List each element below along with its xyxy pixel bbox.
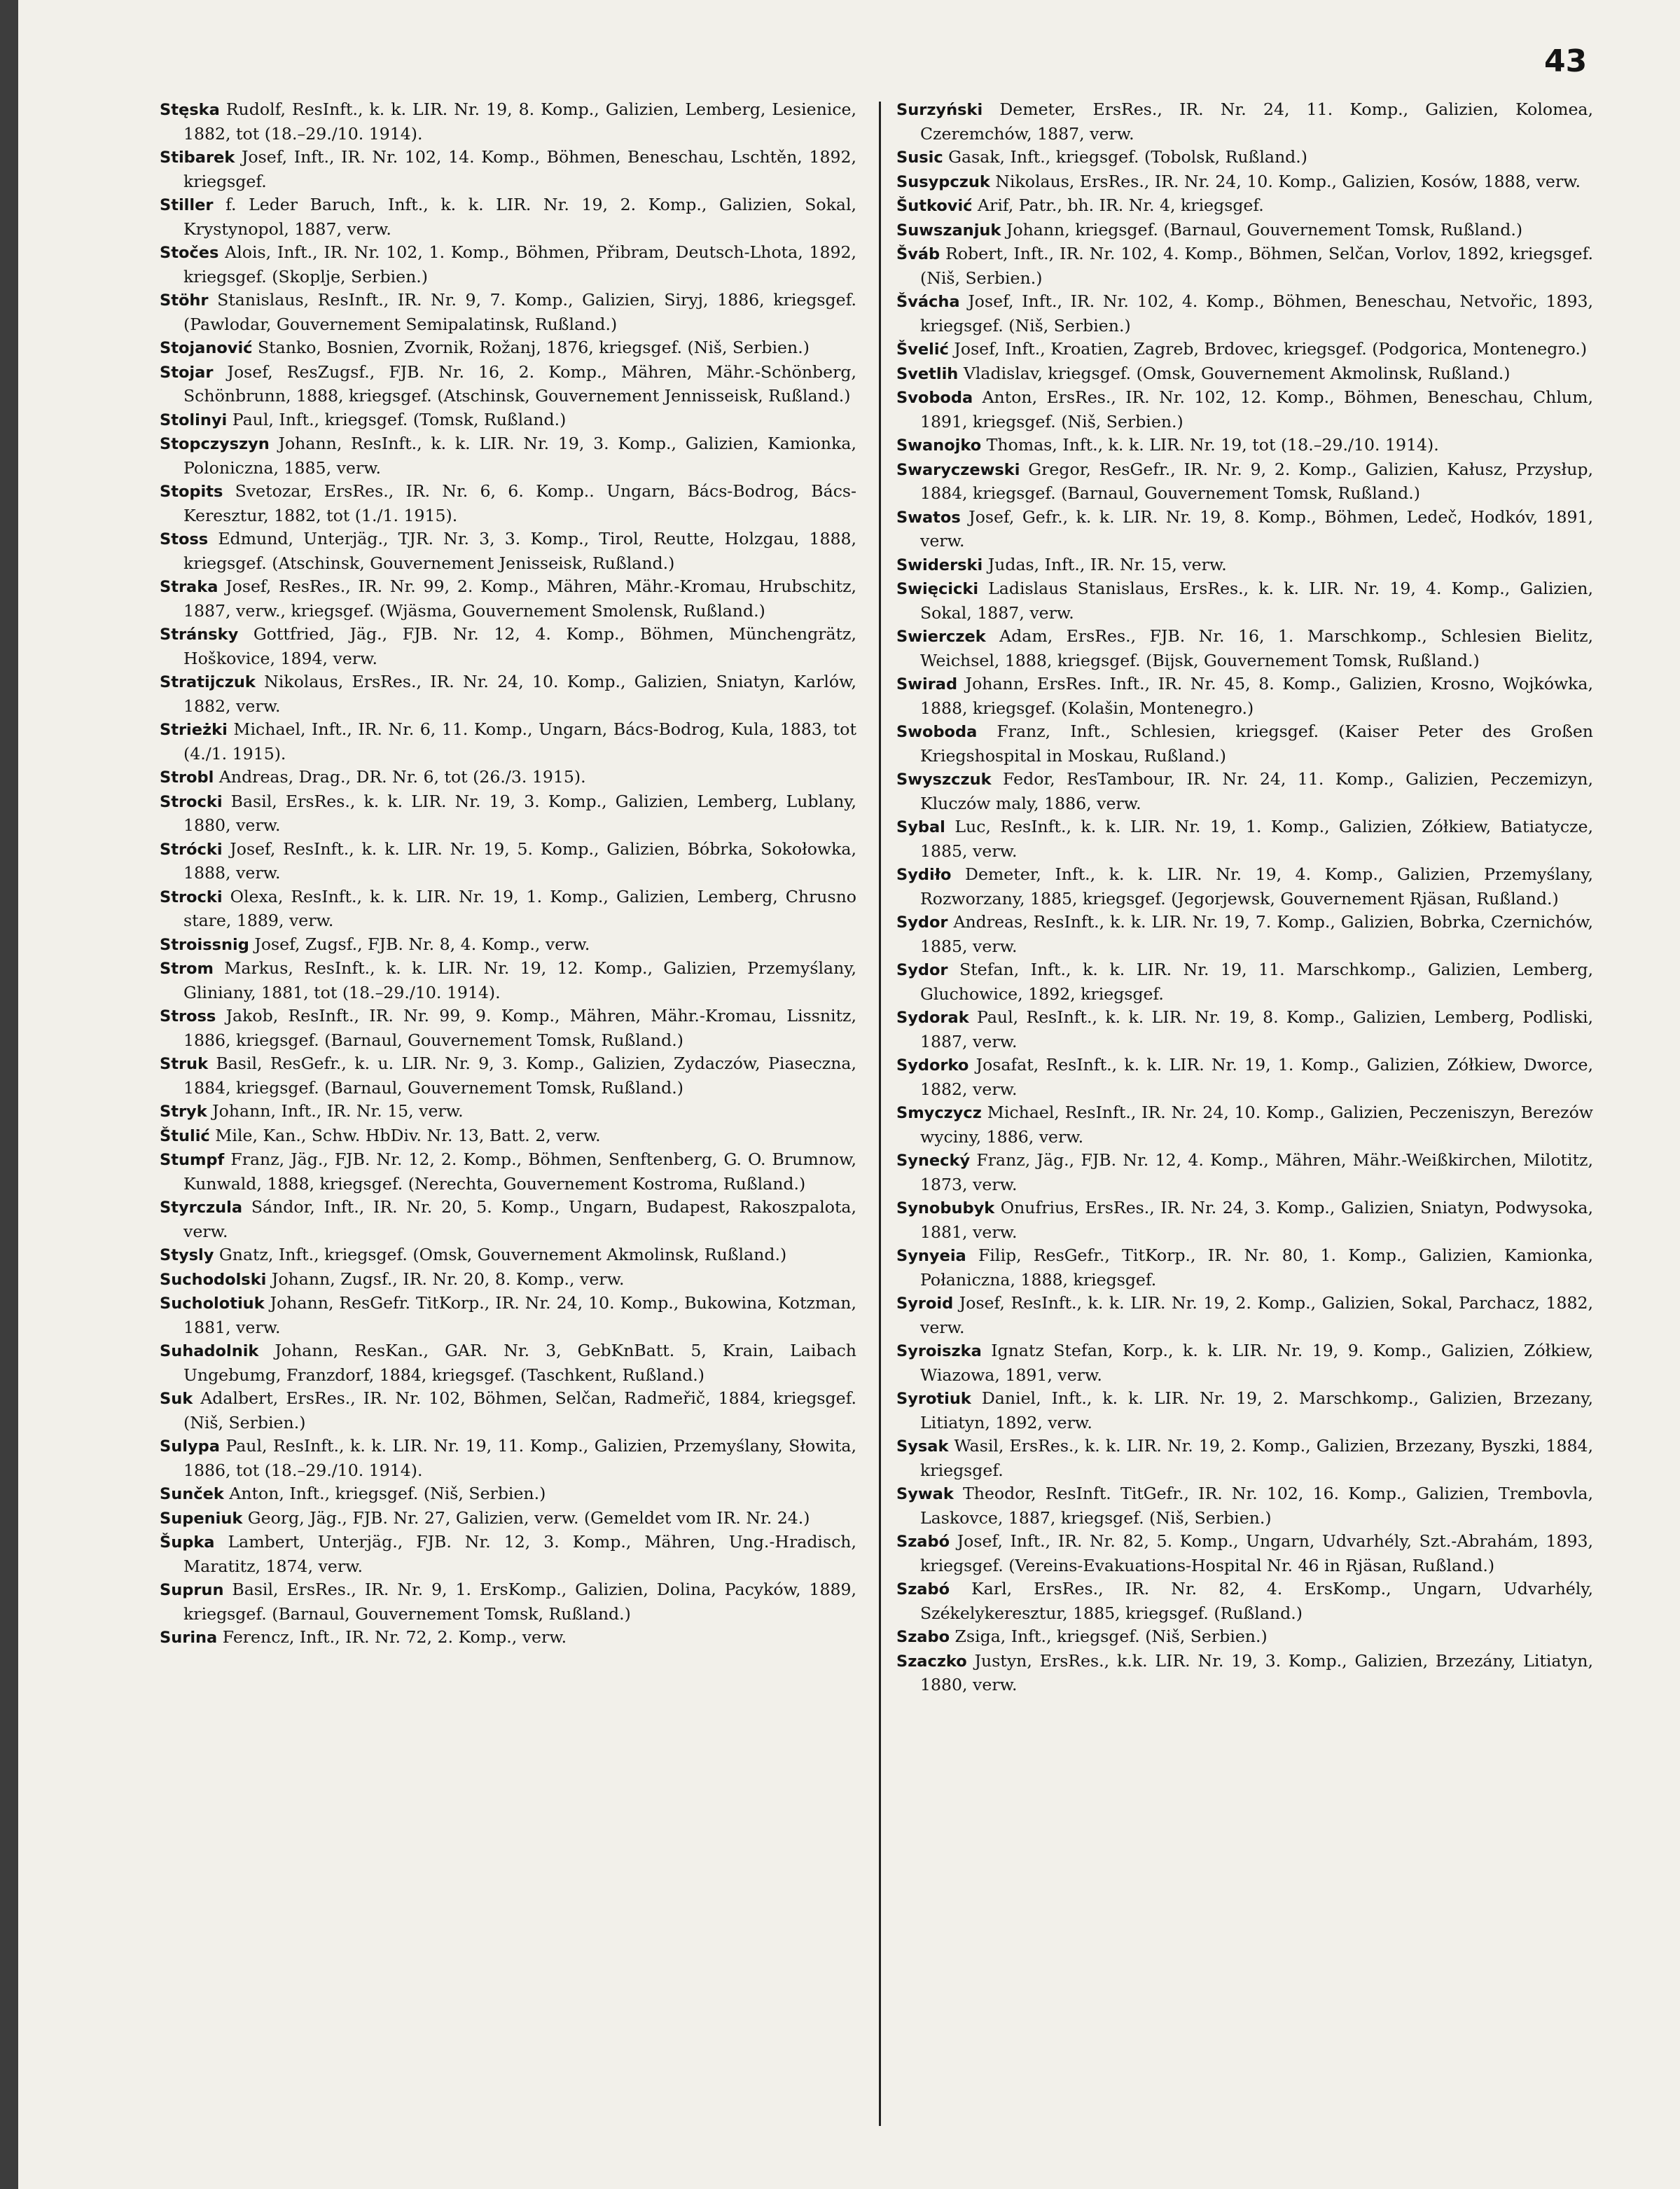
- entry-details: Arif, Patr., bh. IR. Nr. 4, kriegsgef.: [972, 195, 1264, 215]
- entry-details: Anton, ErsRes., IR. Nr. 102, 12. Komp., Böhmen, Beneschau, Chlum, 1891, kriegsgef. (Niš, Serbien.): [920, 387, 1593, 431]
- register-entry: [896, 219, 1593, 243]
- entry-details: Josef, Inft., IR. Nr. 82, 5. Komp., Ungarn, Udvarhély, Szt.-Abrahám, 1893, kriegsgef. (Vereins-Evakuations-Hospital Nr. 46 in Rjäsan, Rußland.): [920, 1531, 1593, 1575]
- register-entry: [896, 815, 1593, 863]
- entry-details: Johann, ErsRes. Inft., IR. Nr. 45, 8. Komp., Galizien, Krosno, Wojkówka, 1888, kriegsgef. (Kolašin, Montenegro.): [920, 674, 1593, 718]
- entry-surname: Strócki: [160, 840, 223, 859]
- entry-surname: Surina: [160, 1629, 218, 1647]
- register-entry: [160, 1626, 856, 1650]
- entry-surname: Stolinyi: [160, 410, 228, 429]
- entry-details: Gottfried, Jäg., FJB. Nr. 12, 4. Komp., Böhmen, Münchengrätz, Hoškovice, 1894, verw.: [183, 624, 856, 668]
- entry-details: Nikolaus, ErsRes., IR. Nr. 24, 10. Komp., Galizien, Sniatyn, Karlów, 1882, verw.: [183, 672, 856, 716]
- register-entry: [896, 506, 1593, 553]
- register-entry: [160, 1148, 856, 1196]
- entry-details: Rudolf, ResInft., k. k. LIR. Nr. 19, 8. Komp., Galizien, Lemberg, Lesienice, 1882, tot (18.–29./10. 1914).: [183, 99, 856, 144]
- register-entry: [160, 575, 856, 623]
- entry-details: Adam, ErsRes., FJB. Nr. 16, 1. Marschkomp., Schlesien Bielitz, Weichsel, 1888, kriegsgef. (Bijsk, Gouvernement Tomsk, Rußland.): [920, 626, 1593, 670]
- entry-details: Gregor, ResGefr., IR. Nr. 9, 2. Komp., Galizien, Kałusz, Przysłup, 1884, kriegsgef. (Barnaul, Gouvernement Tomsk, Rußland.): [920, 459, 1593, 503]
- entry-details: Lambert, Unterjäg., FJB. Nr. 12, 3. Komp., Mähren, Ung.-Hradisch, Maratitz, 1874, verw.: [183, 1532, 856, 1576]
- entry-details: Jakob, ResInft., IR. Nr. 99, 9. Komp., Mähren, Mähr.-Kromau, Lissnitz, 1886, kriegsgef. (Barnaul, Gouvernement Tomsk, Rußland.): [183, 1006, 856, 1050]
- register-entry: [896, 1482, 1593, 1530]
- entry-surname: Stočes: [160, 244, 219, 262]
- entry-details: Adalbert, ErsRes., IR. Nr. 102, Böhmen, Selčan, Radmeřič, 1884, kriegsgef. (Niš, Serbien.): [183, 1388, 856, 1432]
- entry-surname: Syrotiuk: [896, 1390, 971, 1408]
- entry-surname: Synecký: [896, 1152, 971, 1170]
- entry-details: Franz, Jäg., FJB. Nr. 12, 2. Komp., Böhmen, Senftenberg, G. O. Brumnow, Kunwald, 1888, kriegsgef. (Nerechta, Gouvernement Kostroma, Rußland.): [183, 1149, 856, 1194]
- register-entry: [160, 1100, 856, 1124]
- register-entry: [160, 1578, 856, 1626]
- entry-surname: Stumpf: [160, 1151, 225, 1169]
- entry-details: Daniel, Inft., k. k. LIR. Nr. 19, 2. Marschkomp., Galizien, Brzezany, Litiatyn, 1892, verw.: [920, 1388, 1593, 1432]
- entry-details: Josef, Zugsf., FJB. Nr. 8, 4. Komp., verw.: [249, 934, 590, 954]
- entry-surname: Suprun: [160, 1581, 224, 1599]
- entry-details: Stanislaus, ResInft., IR. Nr. 9, 7. Komp., Galizien, Siryj, 1886, kriegsgef. (Pawlodar, Gouvernement Semipalatinsk, Rußland.): [183, 290, 856, 334]
- entry-surname: Swyszczuk: [896, 771, 992, 789]
- entry-details: Georg, Jäg., FJB. Nr. 27, Galizien, verw. (Gemeldet vom IR. Nr. 24.): [242, 1507, 810, 1528]
- register-entry: [896, 194, 1593, 219]
- entry-surname: Švácha: [896, 293, 960, 311]
- register-entry: [896, 768, 1593, 815]
- entry-surname: Struk: [160, 1055, 209, 1073]
- entry-surname: Strom: [160, 960, 214, 978]
- entry-surname: Swięcicki: [896, 580, 979, 598]
- entry-details: Filip, ResGefr., TitKorp., IR. Nr. 80, 1. Komp., Galizien, Kamionka, Połaniczna, 1888, kriegsgef.: [920, 1245, 1593, 1290]
- entry-surname: Sydiło: [896, 866, 952, 884]
- entry-details: Ferencz, Inft., IR. Nr. 72, 2. Komp., verw.: [217, 1627, 567, 1647]
- register-entry: [160, 432, 856, 480]
- register-entry: [160, 289, 856, 336]
- entry-details: Demeter, ErsRes., IR. Nr. 24, 11. Komp., Galizien, Kolomea, Czeremchów, 1887, verw.: [920, 99, 1593, 144]
- entry-details: Josef, Inft., IR. Nr. 102, 14. Komp., Böhmen, Beneschau, Lschtěn, 1892, kriegsgef.: [183, 147, 856, 191]
- register-entry: [896, 625, 1593, 672]
- entry-details: Thomas, Inft., k. k. LIR. Nr. 19, tot (18.–29./10. 1914).: [981, 435, 1439, 455]
- entry-surname: Synobubyk: [896, 1199, 995, 1217]
- register-entry: [896, 720, 1593, 768]
- entry-details: Paul, Inft., kriegsgef. (Tomsk, Rußland.): [227, 409, 567, 429]
- entry-details: Gasak, Inft., kriegsgef. (Tobolsk, Rußland.): [943, 147, 1307, 167]
- entry-surname: Sybal: [896, 818, 945, 836]
- entry-surname: Stiller: [160, 196, 214, 214]
- entry-surname: Sydor: [896, 961, 948, 979]
- entry-details: Paul, ResInft., k. k. LIR. Nr. 19, 11. Komp., Galizien, Przemyślany, Słowita, 1886, tot (18.–29./10. 1914).: [183, 1436, 856, 1480]
- entry-surname: Sunček: [160, 1485, 224, 1503]
- entry-surname: Sydorak: [896, 1009, 969, 1027]
- register-entry: [160, 146, 856, 193]
- entry-surname: Styrczula: [160, 1199, 243, 1217]
- entry-details: Edmund, Unterjäg., TJR. Nr. 3, 3. Komp., Tirol, Reutte, Holzgau, 1888, kriegsgef. (Atschinsk, Gouvernement Jenisseisk, Rußland.): [183, 529, 856, 573]
- register-entry: [896, 98, 1593, 146]
- register-entry: [160, 933, 856, 958]
- register-entry: [896, 458, 1593, 506]
- entry-surname: Stroissnig: [160, 935, 249, 954]
- entry-details: Johann, Zugsf., IR. Nr. 20, 8. Komp., verw.: [266, 1269, 625, 1289]
- entry-surname: Smyczycz: [896, 1104, 982, 1122]
- register-entry: [896, 1149, 1593, 1196]
- register-entry: [160, 1387, 856, 1435]
- left-column: [160, 98, 856, 1650]
- register-entry: [896, 242, 1593, 290]
- entry-details: Nikolaus, ErsRes., IR. Nr. 24, 10. Komp., Galizien, Kosów, 1888, verw.: [990, 171, 1581, 191]
- entry-surname: Swoboda: [896, 723, 978, 741]
- entry-surname: Szabó: [896, 1580, 950, 1598]
- register-entry: [896, 434, 1593, 458]
- register-entry: [896, 1435, 1593, 1482]
- entry-surname: Stöhr: [160, 291, 209, 310]
- entry-details: Luc, ResInft., k. k. LIR. Nr. 19, 1. Komp., Galizien, Zółkiew, Batiatycze, 1885, verw.: [920, 817, 1593, 861]
- register-entry: [896, 1577, 1593, 1625]
- register-entry: [896, 146, 1593, 170]
- entry-details: Paul, ResInft., k. k. LIR. Nr. 19, 8. Komp., Galizien, Lemberg, Podliski, 1887, verw.: [920, 1007, 1593, 1051]
- entry-surname: Synyeia: [896, 1247, 966, 1265]
- entry-details: Stefan, Inft., k. k. LIR. Nr. 19, 11. Marschkomp., Galizien, Lemberg, Gluchowice, 1892, kriegsgef.: [920, 960, 1593, 1004]
- register-entry: [896, 170, 1593, 195]
- entry-surname: Swirad: [896, 675, 958, 693]
- register-entry: [160, 1482, 856, 1507]
- entry-details: Michael, ResInft., IR. Nr. 24, 10. Komp., Galizien, Peczeniszyn, Berezów wyciny, 1886, verw.: [920, 1103, 1593, 1147]
- register-entry: [896, 362, 1593, 387]
- entry-details: Basil, ResGefr., k. u. LIR. Nr. 9, 3. Komp., Galizien, Zydaczów, Piaseczna, 1884, kriegsgef. (Barnaul, Gouvernement Tomsk, Rußland.): [183, 1054, 856, 1098]
- entry-surname: Swanojko: [896, 436, 982, 455]
- register-entry: [896, 290, 1593, 338]
- register-entry: [896, 338, 1593, 362]
- register-entry: [896, 1196, 1593, 1244]
- register-entry: [160, 408, 856, 433]
- entry-details: Vladislav, kriegsgef. (Omsk, Gouvernement Akmolinsk, Rußland.): [958, 363, 1511, 383]
- entry-details: Michael, Inft., IR. Nr. 6, 11. Komp., Ungarn, Bács-Bodrog, Kula, 1883, tot (4./1. 1915).: [183, 719, 856, 764]
- entry-details: Franz, Jäg., FJB. Nr. 12, 4. Komp., Mähren, Mähr.-Weißkirchen, Milotitz, 1873, verw.: [920, 1150, 1593, 1194]
- entry-surname: Szaczko: [896, 1652, 967, 1671]
- register-entry: [160, 766, 856, 790]
- entry-surname: Šváb: [896, 245, 940, 263]
- register-entry: [160, 527, 856, 575]
- entry-surname: Swatos: [896, 508, 961, 527]
- register-entry: [896, 1530, 1593, 1577]
- register-entry: [896, 1054, 1593, 1101]
- entry-surname: Stojar: [160, 363, 214, 382]
- entry-surname: Strieżki: [160, 721, 228, 739]
- entry-details: Onufrius, ErsRes., IR. Nr. 24, 3. Komp., Galizien, Sniatyn, Podwysoka, 1881, verw.: [920, 1198, 1593, 1242]
- entry-surname: Šutković: [896, 197, 973, 215]
- entry-surname: Suwszanjuk: [896, 221, 1001, 240]
- register-entry: [160, 361, 856, 408]
- entry-surname: Stopits: [160, 483, 223, 501]
- register-entry: [160, 1052, 856, 1100]
- entry-surname: Szabó: [896, 1533, 950, 1551]
- register-entry: [160, 241, 856, 289]
- register-entry: [160, 480, 856, 527]
- entry-details: Olexa, ResInft., k. k. LIR. Nr. 19, 1. Komp., Galizien, Lemberg, Chrusno stare, 1889, verw.: [183, 886, 856, 930]
- register-entry: [160, 1243, 856, 1268]
- entry-details: Johann, ResInft., k. k. LIR. Nr. 19, 3. Komp., Galizien, Kamionka, Poloniczna, 1885, verw.: [183, 434, 856, 478]
- register-entry: [896, 1292, 1593, 1339]
- entry-surname: Syroid: [896, 1294, 954, 1313]
- register-entry: [160, 1268, 856, 1292]
- right-column: [896, 98, 1593, 1697]
- entry-surname: Strocki: [160, 888, 223, 906]
- entry-surname: Stoss: [160, 530, 209, 548]
- entry-surname: Suchodolski: [160, 1270, 267, 1289]
- register-entry: [896, 863, 1593, 911]
- page-number: 43: [1544, 43, 1588, 79]
- entry-details: Wasil, ErsRes., k. k. LIR. Nr. 19, 2. Komp., Galizien, Brzezany, Byszki, 1884, kriegsgef.: [920, 1436, 1593, 1480]
- entry-surname: Stojanović: [160, 339, 253, 357]
- entry-surname: Sydorko: [896, 1056, 969, 1075]
- register-entry: [896, 1650, 1593, 1697]
- register-entry: [160, 670, 856, 718]
- entry-details: Stanko, Bosnien, Zvornik, Rožanj, 1876, kriegsgef. (Niš, Serbien.): [252, 338, 810, 357]
- register-entry: [160, 1196, 856, 1243]
- entry-details: Sándor, Inft., IR. Nr. 20, 5. Komp., Ungarn, Budapest, Rakoszpalota, verw.: [183, 1197, 856, 1241]
- entry-surname: Stross: [160, 1007, 216, 1026]
- entry-details: Franz, Inft., Schlesien, kriegsgef. (Kaiser Peter des Großen Kriegshospital in Moskau, Rußland.): [920, 721, 1593, 766]
- register-entry: [896, 672, 1593, 720]
- entry-surname: Strocki: [160, 792, 223, 811]
- entry-details: Josef, Gefr., k. k. LIR. Nr. 19, 8. Komp., Böhmen, Ledeč, Hodkóv, 1891, verw.: [920, 506, 1593, 551]
- entry-details: Theodor, ResInft. TitGefr., IR. Nr. 102, 16. Komp., Galizien, Trembovla, Laskovce, 1887, kriegsgef. (Niš, Serbien.): [920, 1484, 1593, 1528]
- register-entry: [160, 623, 856, 670]
- entry-details: Josef, ResRes., IR. Nr. 99, 2. Komp., Mähren, Mähr.-Kromau, Hrubschitz, 1887, verw., kriegsgef. (Wjäsma, Gouvernement Smolensk, Rußland.): [183, 576, 856, 621]
- register-entry: [160, 790, 856, 838]
- register-entry: [896, 1244, 1593, 1292]
- entry-details: Basil, ErsRes., IR. Nr. 9, 1. ErsKomp., Galizien, Dolina, Pacyków, 1889, kriegsgef. (Barnaul, Gouvernement Tomsk, Rußland.): [183, 1580, 856, 1624]
- register-entry: [160, 838, 856, 885]
- entry-surname: Stratijczuk: [160, 673, 256, 691]
- entry-details: Ignatz Stefan, Korp., k. k. LIR. Nr. 19, 9. Komp., Galizien, Zółkiew, Wiazowa, 1891, verw.: [920, 1341, 1593, 1385]
- register-entry: [896, 386, 1593, 434]
- column-divider: [879, 102, 881, 2126]
- entry-details: Gnatz, Inft., kriegsgef. (Omsk, Gouvernement Akmolinsk, Rußland.): [214, 1245, 787, 1264]
- entry-details: Josef, Inft., IR. Nr. 102, 4. Komp., Böhmen, Beneschau, Netvořic, 1893, kriegsgef. (Niš, Serbien.): [920, 291, 1593, 336]
- entry-surname: Stopczyszyn: [160, 435, 270, 453]
- entry-surname: Syroiszka: [896, 1342, 982, 1360]
- entry-surname: Susic: [896, 149, 943, 167]
- entry-surname: Swaryczewski: [896, 460, 1020, 479]
- entry-surname: Surzyński: [896, 101, 983, 119]
- entry-surname: Svetlih: [896, 364, 959, 383]
- entry-details: Alois, Inft., IR. Nr. 102, 1. Komp., Böhmen, Přibram, Deutsch-Lhota, 1892, kriegsgef. (Skoplje, Serbien.): [183, 242, 856, 286]
- entry-surname: Swierczek: [896, 628, 986, 646]
- entry-surname: Švelić: [896, 340, 949, 359]
- entry-details: Mile, Kan., Schw. HbDiv. Nr. 13, Batt. 2, verw.: [209, 1125, 601, 1145]
- entry-surname: Svoboda: [896, 389, 973, 407]
- entry-surname: Sysak: [896, 1437, 949, 1456]
- page-edge-shadow: [0, 0, 18, 2189]
- register-entry: [160, 98, 856, 146]
- entry-details: Ladislaus Stanislaus, ErsRes., k. k. LIR. Nr. 19, 4. Komp., Galizien, Sokal, 1887, verw.: [920, 579, 1593, 623]
- entry-details: Demeter, Inft., k. k. LIR. Nr. 19, 4. Komp., Galizien, Przemyślany, Rozworzany, 1885, kriegsgef. (Jegorjewsk, Gouvernement Rjäsan, Rußland.): [920, 864, 1593, 909]
- entry-surname: Strobl: [160, 768, 214, 787]
- entry-details: Karl, ErsRes., IR. Nr. 82, 4. ErsKomp., Ungarn, Udvarhély, Székelykeresztur, 1885, kriegsgef. (Rußland.): [920, 1579, 1593, 1623]
- register-entry: [160, 1292, 856, 1339]
- register-entry: [160, 1507, 856, 1531]
- entry-surname: Stibarek: [160, 149, 235, 167]
- register-entry: [160, 1124, 856, 1149]
- register-entry: [160, 957, 856, 1004]
- entry-details: Markus, ResInft., k. k. LIR. Nr. 19, 12. Komp., Galizien, Przemyślany, Gliniany, 1881, tot (18.–29./10. 1914).: [183, 958, 856, 1002]
- register-entry: [896, 1387, 1593, 1435]
- entry-surname: Straka: [160, 578, 218, 596]
- register-entry: [896, 577, 1593, 625]
- entry-details: Josef, ResInft., k. k. LIR. Nr. 19, 5. Komp., Galizien, Bóbrka, Sokołowka, 1888, verw.: [183, 838, 856, 883]
- register-entry: [896, 1101, 1593, 1149]
- entry-details: Josafat, ResInft., k. k. LIR. Nr. 19, 1. Komp., Galizien, Zółkiew, Dworce, 1882, verw.: [920, 1055, 1593, 1099]
- entry-details: Andreas, Drag., DR. Nr. 6, tot (26./3. 1915).: [214, 767, 586, 787]
- register-entry: [160, 1531, 856, 1578]
- entry-details: Josef, ResZugsf., FJB. Nr. 16, 2. Komp., Mähren, Mähr.-Schönberg, Schönbrunn, 1888, kriegsgef. (Atschinsk, Gouvernement Jennisseisk, Rußland.): [183, 361, 856, 406]
- entry-details: Johann, ResGefr. TitKorp., IR. Nr. 24, 10. Komp., Bukowina, Kotzman, 1881, verw.: [183, 1293, 856, 1337]
- entry-surname: Stryk: [160, 1103, 207, 1121]
- entry-details: Zsiga, Inft., kriegsgef. (Niš, Serbien.): [950, 1627, 1268, 1646]
- entry-details: Robert, Inft., IR. Nr. 102, 4. Komp., Böhmen, Selčan, Vorlov, 1892, kriegsgef. (Niš, Serbien.): [920, 244, 1593, 288]
- entry-details: Josef, Inft., Kroatien, Zagreb, Brdovec, kriegsgef. (Podgorica, Montenegro.): [948, 339, 1588, 359]
- register-entry: [160, 1435, 856, 1482]
- entry-details: Andreas, ResInft., k. k. LIR. Nr. 19, 7. Komp., Galizien, Bobrka, Czernichów, 1885, verw.: [920, 912, 1593, 956]
- register-entry: [160, 1004, 856, 1052]
- entry-surname: Swiderski: [896, 555, 983, 574]
- entry-surname: Supeniuk: [160, 1509, 243, 1528]
- register-entry: [160, 1339, 856, 1387]
- register-entry: [896, 1625, 1593, 1650]
- register-entry: [160, 718, 856, 766]
- register-entry: [160, 336, 856, 361]
- entry-details: Judas, Inft., IR. Nr. 15, verw.: [983, 554, 1227, 574]
- entry-surname: Szabo: [896, 1628, 950, 1646]
- register-entry: [896, 1339, 1593, 1387]
- entry-details: Johann, ResKan., GAR. Nr. 3, GebKnBatt. 5, Krain, Laibach Ungebumg, Franzdorf, 1884, kriegsgef. (Taschkent, Rußland.): [183, 1341, 856, 1385]
- entry-surname: Sydor: [896, 913, 948, 932]
- entry-surname: Šupka: [160, 1533, 215, 1552]
- entry-surname: Stęska: [160, 101, 220, 119]
- entry-surname: Sulypa: [160, 1437, 220, 1456]
- entry-details: f. Leder Baruch, Inft., k. k. LIR. Nr. 19, 2. Komp., Galizien, Sokal, Krystynopol, 1887, verw.: [183, 195, 856, 239]
- entry-surname: Susypczuk: [896, 172, 990, 191]
- entry-surname: Stysly: [160, 1246, 214, 1264]
- entry-details: Svetozar, ErsRes., IR. Nr. 6, 6. Komp.. Ungarn, Bács-Bodrog, Bács-Keresztur, 1882, tot (1./1. 1915).: [183, 481, 856, 525]
- entry-details: Johann, Inft., IR. Nr. 15, verw.: [207, 1101, 464, 1121]
- entry-details: Josef, ResInft., k. k. LIR. Nr. 19, 2. Komp., Galizien, Sokal, Parchacz, 1882, verw.: [920, 1293, 1593, 1337]
- entry-surname: Sucholotiuk: [160, 1294, 265, 1313]
- register-entry: [896, 1006, 1593, 1054]
- entry-surname: Suhadolnik: [160, 1342, 259, 1360]
- entry-details: Anton, Inft., kriegsgef. (Niš, Serbien.): [223, 1484, 546, 1503]
- register-entry: [160, 193, 856, 241]
- entry-details: Johann, kriegsgef. (Barnaul, Gouvernement Tomsk, Rußland.): [1001, 219, 1523, 240]
- entry-surname: Stránsky: [160, 626, 239, 644]
- register-entry: [896, 553, 1593, 578]
- entry-details: Justyn, ErsRes., k.k. LIR. Nr. 19, 3. Komp., Galizien, Brzezány, Litiatyn, 1880, verw.: [920, 1650, 1593, 1694]
- register-entry: [896, 911, 1593, 958]
- entry-surname: Štulić: [160, 1126, 210, 1145]
- entry-details: Fedor, ResTambour, IR. Nr. 24, 11. Komp., Galizien, Peczemizyn, Kluczów maly, 1886, verw.: [920, 769, 1593, 813]
- entry-surname: Suk: [160, 1390, 193, 1408]
- register-entry: [160, 885, 856, 933]
- register-entry: [896, 958, 1593, 1006]
- entry-surname: Sywak: [896, 1485, 954, 1503]
- entry-details: Basil, ErsRes., k. k. LIR. Nr. 19, 3. Komp., Galizien, Lemberg, Lublany, 1880, verw.: [183, 791, 856, 835]
